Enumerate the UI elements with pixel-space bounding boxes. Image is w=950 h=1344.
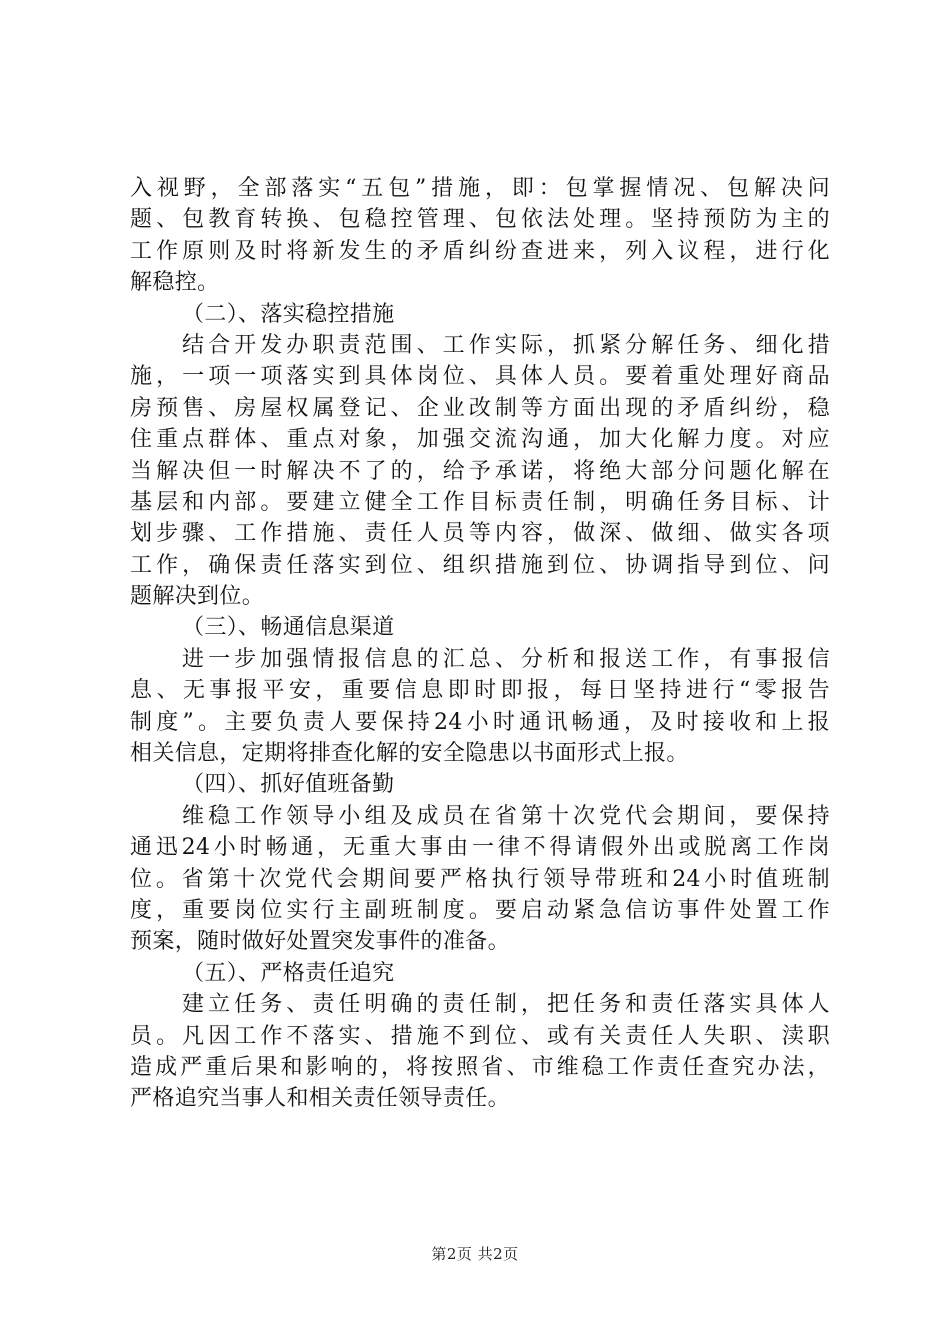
body-line: 相关信息，定期将排查化解的安全隐患以书面形式上报。 bbox=[130, 741, 689, 767]
body-line: 施，一项一项落实到具体岗位、具体人员。要着重处理好商品 bbox=[130, 364, 830, 390]
body-line: 房预售、房屋权属登记、企业改制等方面出现的矛盾纠纷，稳 bbox=[130, 395, 830, 421]
section-heading: （四）、抓好值班备勤 bbox=[182, 772, 395, 798]
body-line: 划步骤、工作措施、责任人员等内容，做深、做细、做实各项 bbox=[130, 521, 830, 547]
body-line: 题解决到位。 bbox=[130, 584, 265, 610]
body-line: 进一步加强情报信息的汇总、分析和报送工作，有事报信 bbox=[182, 646, 830, 672]
body-line: 位。省第十次党代会期间要严格执行领导带班和24小时值班制 bbox=[130, 866, 830, 892]
document-body bbox=[130, 173, 830, 1115]
body-line: 基层和内部。要建立健全工作目标责任制，明确任务目标、计 bbox=[130, 489, 830, 515]
body-line: 严格追究当事人和相关责任领导责任。 bbox=[130, 1086, 510, 1112]
body-line: 住重点群体、重点对象，加强交流沟通，加大化解力度。对应 bbox=[130, 427, 830, 453]
body-line: 维稳工作领导小组及成员在省第十次党代会期间，要保持 bbox=[182, 803, 830, 829]
section-heading: （三）、畅通信息渠道 bbox=[182, 615, 395, 641]
body-line: 预案，随时做好处置突发事件的准备。 bbox=[130, 929, 510, 955]
body-line: 题、包教育转换、包稳控管理、包依法处理。坚持预防为主的 bbox=[130, 207, 830, 233]
body-line: 员。凡因工作不落实、措施不到位、或有关责任人失职、渎职 bbox=[130, 1023, 830, 1049]
page-number: 第2页 共2页 bbox=[431, 1245, 519, 1263]
section-heading: （五）、严格责任追究 bbox=[182, 960, 395, 986]
body-line: 建立任务、责任明确的责任制，把任务和责任落实具体人 bbox=[182, 992, 830, 1018]
section-heading: （二）、落实稳控措施 bbox=[182, 301, 395, 327]
body-line: 当解决但一时解决不了的，给予承诺，将绝大部分问题化解在 bbox=[130, 458, 830, 484]
body-line: 通迅24小时畅通，无重大事由一律不得请假外出或脱离工作岗 bbox=[130, 835, 830, 861]
body-line: 工作原则及时将新发生的矛盾纠纷查进来，列入议程，进行化 bbox=[130, 238, 830, 264]
body-line: 度，重要岗位实行主副班制度。要启动紧急信访事件处置工作 bbox=[130, 897, 830, 923]
body-line: 入视野，全部落实“五包”措施，即：包掌握情况、包解决问 bbox=[130, 176, 830, 201]
body-line: 工作，确保责任落实到位、组织措施到位、协调指导到位、问 bbox=[130, 552, 830, 578]
body-line: 造成严重后果和影响的，将按照省、市维稳工作责任查究办法， bbox=[130, 1054, 830, 1080]
body-line: 解稳控。 bbox=[130, 270, 220, 296]
body-line: 息、无事报平安，重要信息即时即报，每日坚持进行“零报告 bbox=[130, 678, 830, 704]
body-line: 制度”。主要负责人要保持24小时通讯畅通，及时接收和上报 bbox=[130, 709, 830, 735]
body-line: 结合开发办职责范围、工作实际，抓紧分解任务、细化措 bbox=[182, 332, 830, 358]
